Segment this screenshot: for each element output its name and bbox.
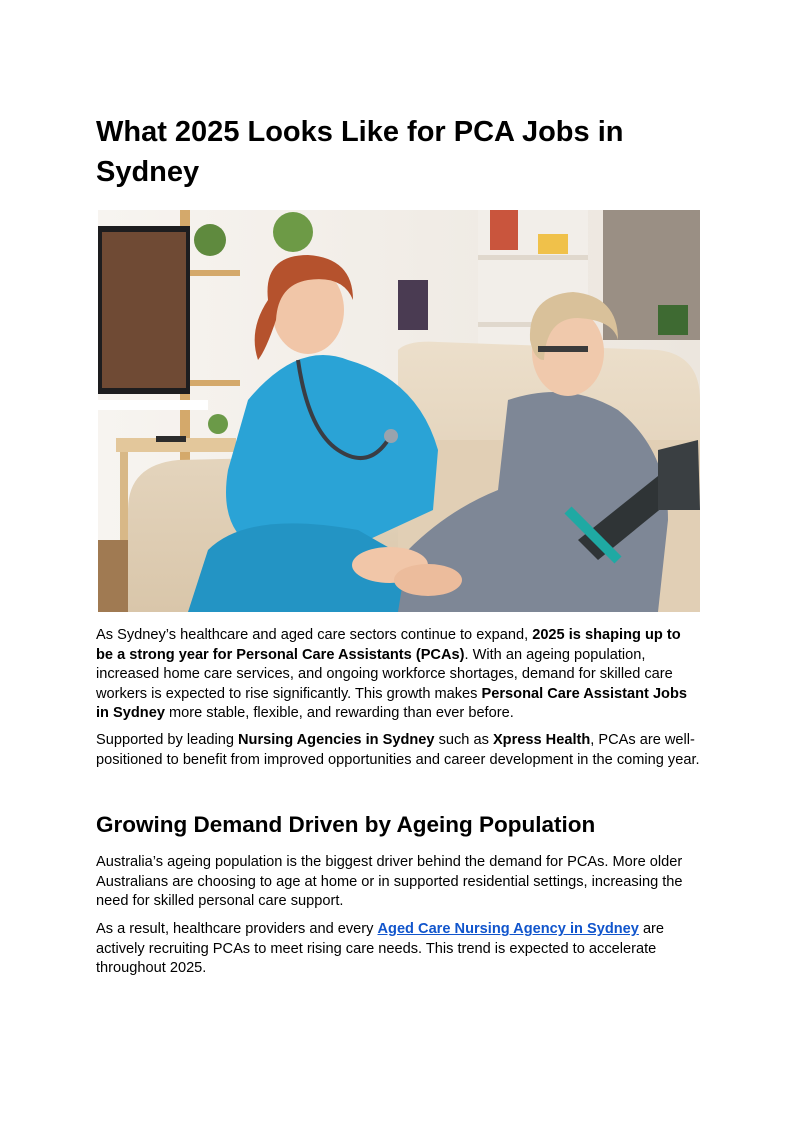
intro-bold-1: 2025 is shaping up to be a strong year for Personal Care Assistants (PCAs) [96,627,681,663]
recruiting-paragraph [96,920,700,979]
support-text-3: , PCAs are well-positioned to benefit from improved opportunities and career development in the coming year. [96,732,700,768]
support-bold-1: Nursing Agencies in Sydney [238,732,435,748]
aged-care-agency-link[interactable]: Aged Care Nursing Agency in Sydney [377,921,639,937]
intro-text-3: more stable, flexible, and rewarding than ever before. [164,705,514,721]
intro-text-2: . With an ageing population, increased home care services, and ongoing workforce shortages, demand for skilled care workers is expected to rise significantly. This growth makes [96,646,673,702]
recruiting-text-2: are actively recruiting PCAs to meet rising care needs. This trend is expected to accelerate throughout 2025. [96,921,665,976]
support-text-1: Supported by leading [96,732,238,748]
photo-carer-holding-elderly-woman-hands-icon [98,210,700,612]
intro-bold-2: Personal Care Assistant Jobs in Sydney [96,685,688,721]
article-title: What 2025 Looks Like for PCA Jobs in Sydney [96,116,624,188]
hero-image [98,210,700,612]
ageing-paragraph: Australia’s ageing population is the biggest driver behind the demand for PCAs. More older Australians are choosing to age at home or in supported residential settings, increasing the need for skilled personal care support. [96,854,683,909]
intro-text-1: As Sydney’s healthcare and aged care sectors continue to expand, [96,627,533,643]
support-bold-2: Xpress Health [492,732,591,748]
recruiting-text-1: As a result, healthcare providers and every [96,921,378,937]
support-text-2: such as [434,732,493,748]
support-paragraph [96,731,700,770]
intro-paragraph [96,626,700,724]
section-heading: Growing Demand Driven by Ageing Population [96,812,596,837]
